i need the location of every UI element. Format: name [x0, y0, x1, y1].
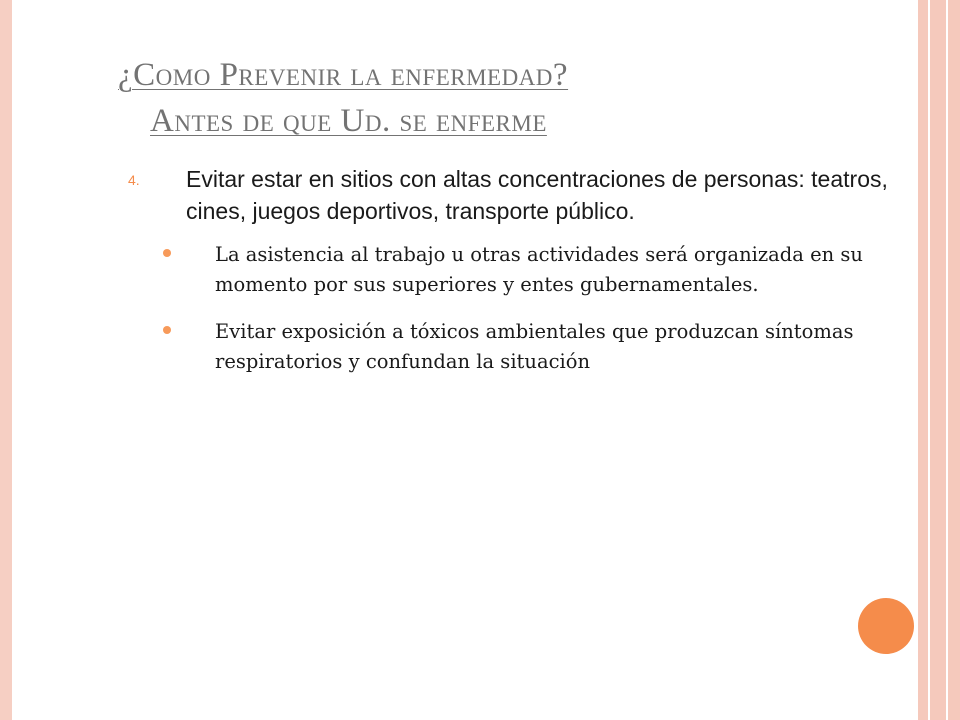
bullet-list: [128, 240, 918, 377]
frame-divider-line: [928, 0, 930, 720]
frame-divider-line: [946, 0, 948, 720]
right-frame-strip: [918, 0, 960, 720]
bullet-text: Evitar exposición a tóxicos ambientales que produzcan síntomas respiratorios y confundan la situación: [215, 320, 854, 373]
slide-title: [118, 52, 838, 144]
bullet-item: [163, 240, 918, 300]
item-number: 4.: [128, 172, 140, 188]
bullet-item: [163, 317, 918, 377]
bullet-text: La asistencia al trabajo u otras actividades será organizada en su momento por sus superiores y entes gubernamentales.: [215, 243, 863, 296]
slide-body: [128, 163, 918, 394]
bullet-dot-icon: [163, 249, 171, 257]
slide-title-line-1: ¿Como Prevenir la enfermedad?: [118, 57, 569, 93]
slide-title-line-2: Antes de que Ud. se enferme: [150, 103, 547, 139]
decorative-circle-icon: [858, 598, 914, 654]
numbered-item: [128, 163, 918, 227]
bullet-dot-icon: [163, 326, 171, 334]
left-frame-strip: [0, 0, 12, 720]
numbered-item-text: Evitar estar en sitios con altas concentraciones de personas: teatros, cines, juegos deportivos, transporte público.: [186, 166, 888, 224]
